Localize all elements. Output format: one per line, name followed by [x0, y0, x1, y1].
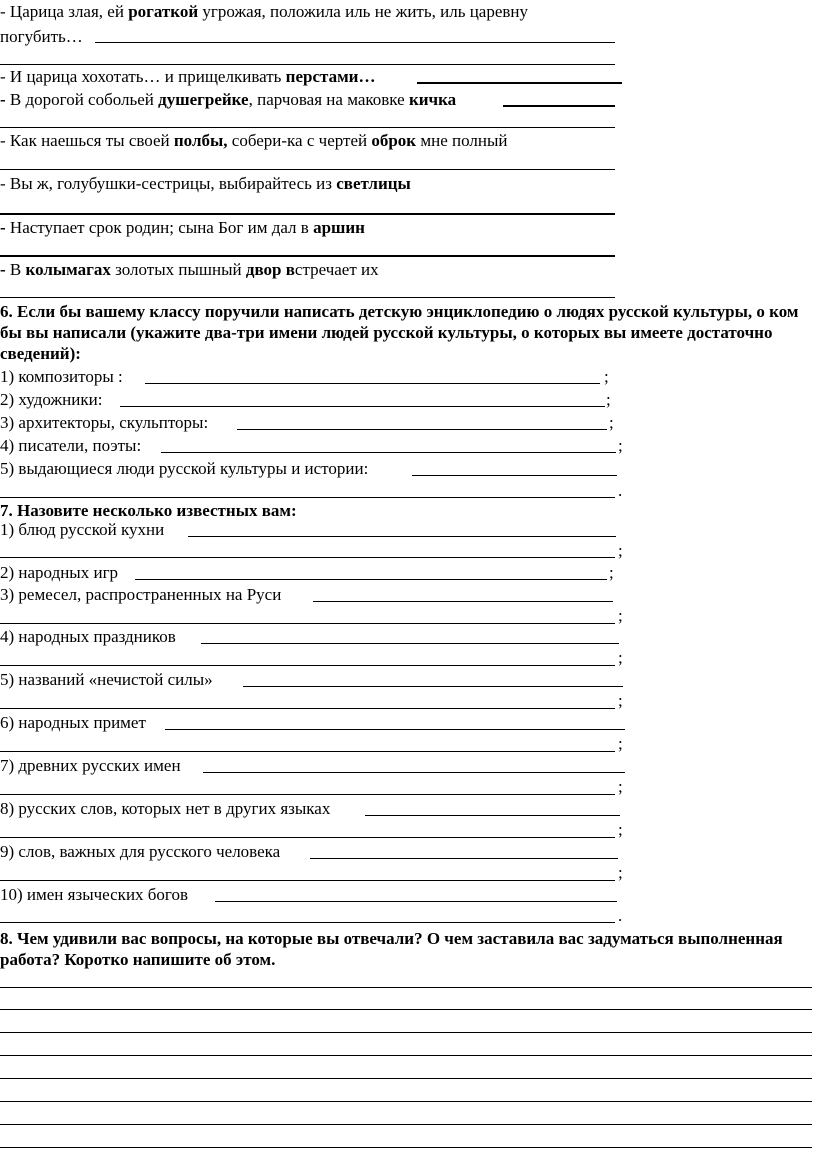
vocab-line-1: - Царица злая, ей рогаткой угрожая, положила иль не жить, иль царевну — [0, 2, 529, 21]
answer-line[interactable] — [0, 169, 615, 170]
answer-line[interactable] — [365, 815, 620, 816]
vocab-line-4: - В дорогой собольей душегрейке, парчовая на маковке кичка — [0, 90, 457, 109]
q6-item-1-end: ; — [604, 367, 609, 386]
answer-line[interactable] — [0, 127, 615, 128]
answer-line[interactable] — [0, 557, 615, 558]
answer-line[interactable] — [120, 406, 605, 407]
q6-item-5: 5) выдающиеся люди русской культуры и истории: — [0, 459, 369, 478]
answer-line[interactable] — [203, 772, 625, 773]
answer-line[interactable] — [0, 1032, 812, 1033]
answer-line[interactable] — [0, 1101, 812, 1102]
vocab-line-2: погубить… — [0, 27, 83, 46]
answer-line[interactable] — [243, 686, 623, 687]
q7-item-2-end: ; — [609, 563, 614, 582]
answer-line[interactable] — [310, 858, 618, 859]
question-6-title: 6. Если бы вашему классу поручили написать детскую энциклопедию о людях русской культуры, о ком бы вы написали (укажите два-три имени людей русской культуры, о которых вы имеете достаточно сведений): — [0, 302, 799, 363]
answer-line[interactable] — [201, 643, 619, 644]
answer-line[interactable] — [0, 922, 615, 923]
q7-item-3-end: ; — [618, 606, 623, 625]
q7-item-10-end: . — [618, 906, 623, 925]
answer-line[interactable] — [145, 383, 600, 384]
q7-item-1-end: ; — [618, 541, 623, 560]
q7-item-4-end: ; — [618, 648, 623, 667]
q7-item-3: 3) ремесел, распространенных на Руси — [0, 585, 282, 604]
answer-line[interactable] — [0, 837, 615, 838]
q6-item-4: 4) писатели, поэты: — [0, 436, 142, 455]
answer-line[interactable] — [188, 536, 616, 537]
q7-item-2: 2) народных игр — [0, 563, 119, 582]
answer-line[interactable] — [0, 751, 615, 752]
answer-line[interactable] — [215, 901, 617, 902]
answer-line[interactable] — [412, 475, 617, 476]
q7-item-10: 10) имен языческих богов — [0, 885, 189, 904]
q7-item-7-end: ; — [618, 777, 623, 796]
q7-item-9-end: ; — [618, 863, 623, 882]
answer-line[interactable] — [313, 601, 613, 602]
q7-item-5: 5) названий «нечистой силы» — [0, 670, 213, 689]
answer-line[interactable] — [95, 42, 615, 43]
answer-line[interactable] — [0, 1055, 812, 1056]
answer-line[interactable] — [503, 105, 615, 107]
answer-line[interactable] — [0, 987, 812, 988]
vocab-line-7: - Наступает срок родин; сына Бог им дал в аршин — [0, 218, 365, 237]
q6-item-1: 1) композиторы : — [0, 367, 123, 386]
answer-line[interactable] — [0, 1009, 812, 1010]
vocab-line-3: - И царица хохотать… и прищелкивать перстами… — [0, 67, 376, 86]
answer-line[interactable] — [0, 297, 615, 298]
answer-line[interactable] — [0, 880, 615, 881]
answer-line[interactable] — [0, 665, 615, 666]
answer-line[interactable] — [0, 213, 615, 215]
q7-item-1: 1) блюд русской кухни — [0, 520, 165, 539]
q7-item-9: 9) слов, важных для русского человека — [0, 842, 281, 861]
answer-line[interactable] — [0, 708, 615, 709]
answer-line[interactable] — [135, 579, 607, 580]
answer-line[interactable] — [0, 64, 615, 65]
q7-item-7: 7) древних русских имен — [0, 756, 181, 775]
q6-item-2-end: ; — [606, 390, 611, 409]
q7-item-8: 8) русских слов, которых нет в других языках — [0, 799, 331, 818]
answer-line[interactable] — [0, 1147, 812, 1148]
q7-item-6-end: ; — [618, 734, 623, 753]
q6-item-2: 2) художники: — [0, 390, 103, 409]
answer-line[interactable] — [0, 497, 615, 498]
q6-item-3: 3) архитекторы, скульпторы: — [0, 413, 209, 432]
q6-item-3-end: ; — [609, 413, 614, 432]
vocab-line-8: - В колымагах золотых пышный двор встречает их — [0, 260, 379, 279]
q7-item-8-end: ; — [618, 820, 623, 839]
answer-line[interactable] — [237, 429, 607, 430]
question-7-title: 7. Назовите несколько известных вам: — [0, 501, 297, 520]
answer-line[interactable] — [165, 729, 625, 730]
vocab-line-6: - Вы ж, голубушки-сестрицы, выбирайтесь из светлицы — [0, 174, 411, 193]
q7-item-4: 4) народных праздников — [0, 627, 176, 646]
q6-item-4-end: ; — [618, 436, 623, 455]
answer-line[interactable] — [0, 1078, 812, 1079]
answer-line[interactable] — [161, 452, 616, 453]
question-8-title: 8. Чем удивили вас вопросы, на которые вы отвечали? О чем заставила вас задуматься выполненная работа? Коротко напишите об этом. — [0, 929, 783, 969]
answer-line[interactable] — [0, 623, 615, 624]
answer-line[interactable] — [0, 1124, 812, 1125]
answer-line[interactable] — [417, 82, 622, 84]
q7-item-6: 6) народных примет — [0, 713, 146, 732]
answer-line[interactable] — [0, 255, 615, 257]
q7-item-5-end: ; — [618, 691, 623, 710]
answer-line[interactable] — [0, 794, 615, 795]
q6-item-5-end: . — [618, 481, 623, 500]
vocab-line-5: - Как наешься ты своей полбы, собери-ка с чертей оброк мне полный — [0, 131, 508, 150]
